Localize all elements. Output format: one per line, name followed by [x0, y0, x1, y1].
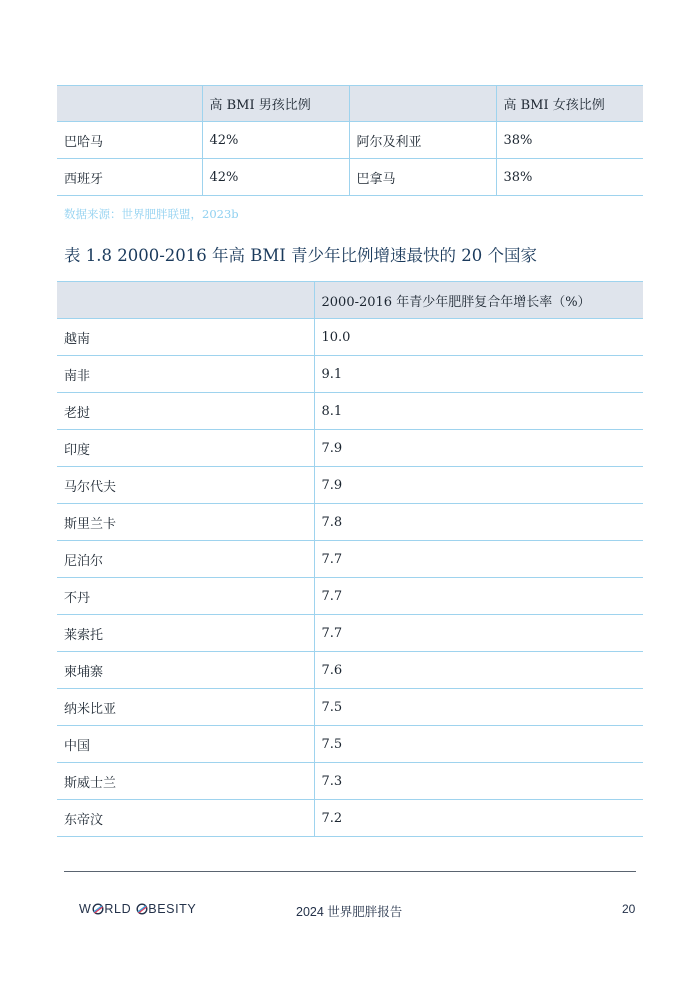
country-cell: 中国 — [57, 726, 314, 763]
value-cell: 42% — [202, 122, 349, 159]
table-row — [57, 800, 643, 837]
table-row — [57, 578, 643, 615]
value-cell: 7.7 — [314, 541, 643, 578]
table-caption: 表 1.8 2000-2016 年高 BMI 青少年比例增速最快的 20 个国家 — [64, 246, 538, 265]
table-row — [57, 763, 643, 800]
value-cell: 9.1 — [314, 356, 643, 393]
table-row — [57, 689, 643, 726]
country-cell: 南非 — [57, 356, 314, 393]
country-cell: 阿尔及利亚 — [349, 122, 496, 159]
page-number: 20 — [622, 902, 636, 916]
table-row — [57, 430, 643, 467]
table-row — [57, 615, 643, 652]
logo-text: BESITY — [148, 902, 197, 916]
table-row — [57, 319, 643, 356]
value-cell: 7.8 — [314, 504, 643, 541]
world-obesity-logo — [79, 902, 196, 916]
table-row — [57, 159, 643, 196]
country-cell: 斯里兰卡 — [57, 504, 314, 541]
country-cell: 尼泊尔 — [57, 541, 314, 578]
logo-o-icon — [136, 903, 148, 915]
value-cell: 8.1 — [314, 393, 643, 430]
value-cell: 7.9 — [314, 467, 643, 504]
table-row — [57, 504, 643, 541]
boys-girls-table — [57, 85, 643, 196]
report-title: 2024 世界肥胖报告 — [296, 905, 403, 919]
table-header-row — [57, 282, 643, 319]
country-cell: 不丹 — [57, 578, 314, 615]
table-header-cell: 高 BMI 男孩比例 — [202, 86, 349, 122]
table-header-cell: 2000-2016 年青少年肥胖复合年增长率（%） — [314, 282, 643, 319]
country-cell: 纳米比亚 — [57, 689, 314, 726]
source-note: 数据来源：世界肥胖联盟，2023b — [64, 207, 239, 221]
country-cell: 柬埔寨 — [57, 652, 314, 689]
logo-text: W — [79, 902, 92, 916]
country-cell: 东帝汶 — [57, 800, 314, 837]
value-cell: 7.9 — [314, 430, 643, 467]
logo-o-icon — [92, 903, 104, 915]
footer-divider — [64, 871, 636, 872]
country-cell: 越南 — [57, 319, 314, 356]
value-cell: 7.5 — [314, 726, 643, 763]
value-cell: 7.5 — [314, 689, 643, 726]
country-cell: 莱索托 — [57, 615, 314, 652]
country-cell: 巴哈马 — [57, 122, 202, 159]
country-cell: 斯威士兰 — [57, 763, 314, 800]
table-header-row — [57, 86, 643, 122]
table-row — [57, 356, 643, 393]
country-cell: 西班牙 — [57, 159, 202, 196]
table-row — [57, 393, 643, 430]
country-cell: 印度 — [57, 430, 314, 467]
value-cell: 7.3 — [314, 763, 643, 800]
value-cell: 7.6 — [314, 652, 643, 689]
table-row — [57, 652, 643, 689]
table-row — [57, 726, 643, 763]
logo-text: RLD — [104, 902, 136, 916]
value-cell: 38% — [496, 159, 643, 196]
table-header-cell — [57, 282, 314, 319]
value-cell: 7.7 — [314, 615, 643, 652]
value-cell: 10.0 — [314, 319, 643, 356]
country-cell: 马尔代夫 — [57, 467, 314, 504]
value-cell: 38% — [496, 122, 643, 159]
country-cell: 老挝 — [57, 393, 314, 430]
table-header-cell — [57, 86, 202, 122]
table-header-cell: 高 BMI 女孩比例 — [496, 86, 643, 122]
value-cell: 7.7 — [314, 578, 643, 615]
value-cell: 42% — [202, 159, 349, 196]
table-row — [57, 467, 643, 504]
table-header-cell — [349, 86, 496, 122]
table-row — [57, 541, 643, 578]
country-cell: 巴拿马 — [349, 159, 496, 196]
growth-rate-table — [57, 281, 643, 837]
value-cell: 7.2 — [314, 800, 643, 837]
table-row — [57, 122, 643, 159]
